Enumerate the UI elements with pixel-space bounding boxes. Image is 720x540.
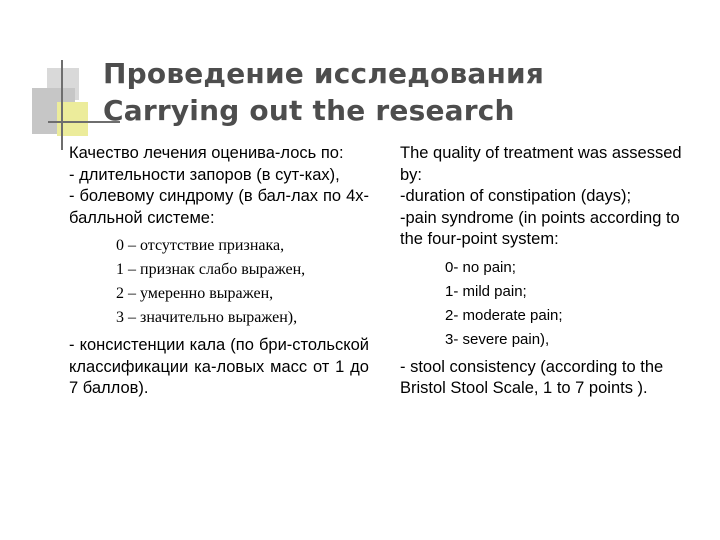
- title-english: Carrying out the research: [103, 94, 515, 127]
- title-russian: Проведение исследования: [103, 57, 545, 90]
- ru-scale-item: 1 – признак слабо выражен,: [116, 261, 306, 278]
- en-scale-item: 1- mild pain;: [445, 282, 527, 300]
- en-scale-item: 0- no pain;: [445, 258, 516, 276]
- en-scale-item: 3- severe pain),: [445, 330, 550, 348]
- en-pain-scale: [400, 256, 700, 352]
- en-constipation-duration: -duration of constipation (days);: [400, 187, 632, 205]
- ru-scale-item: 0 – отсутствие признака,: [116, 237, 285, 254]
- page-title: [103, 55, 544, 129]
- english-column: [400, 143, 700, 400]
- ru-pain-syndrome: - болевому синдрому (в бал-лах по 4х-балльной системе:: [69, 187, 369, 227]
- ru-stool-consistency: - консистенции кала (по бри-стольской классификации ка-ловых масс от 1 до 7 баллов).: [69, 336, 369, 397]
- ru-pain-scale: [69, 234, 369, 330]
- russian-column: [69, 143, 369, 400]
- en-intro: The quality of treatment was assessed by:: [400, 144, 682, 184]
- decor-vertical-line: [61, 60, 63, 150]
- ru-scale-item: 3 – значительно выражен),: [116, 309, 298, 326]
- en-pain-syndrome: -pain syndrome (in points according to the four-point system:: [400, 208, 680, 248]
- ru-constipation-duration: - длительности запоров (в сут-ках),: [69, 165, 340, 184]
- en-scale-item: 2- moderate pain;: [445, 306, 563, 324]
- ru-intro: Качество лечения оценива-лось по:: [69, 144, 344, 162]
- ru-scale-item: 2 – умеренно выражен,: [116, 285, 274, 302]
- en-stool-consistency: - stool consistency (according to the Bristol Stool Scale, 1 to 7 points ).: [400, 357, 664, 397]
